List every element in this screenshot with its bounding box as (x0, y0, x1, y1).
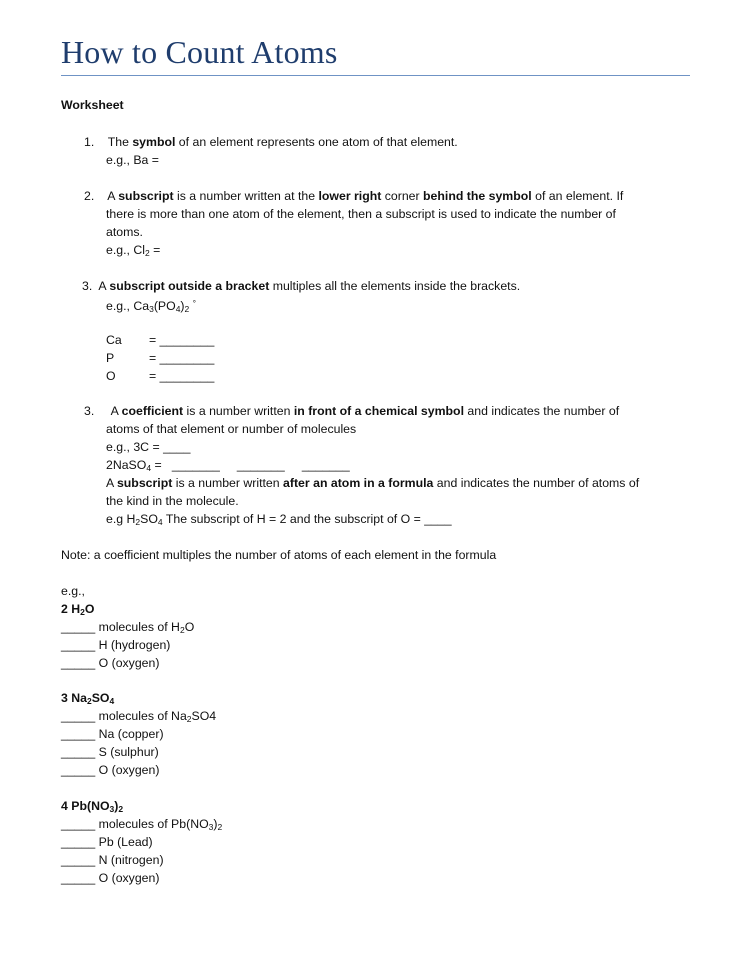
item-3a-example (106, 296, 196, 314)
item-3b-line-1 (84, 403, 619, 419)
text: e.g., Ca (106, 299, 150, 313)
subscript: 4 (157, 517, 163, 527)
text: O (184, 620, 195, 634)
text: e.g H (106, 512, 136, 526)
text: A (106, 476, 117, 490)
example-na2so4-heading (61, 690, 114, 706)
example-pbno3-line-2: _____ Pb (Lead) (61, 835, 153, 849)
text: is a number written at the (173, 189, 319, 203)
text: and indicates the number of (463, 404, 620, 418)
text: The subscript of H = 2 and the subscript of O = ____ (162, 512, 452, 526)
subscript: 2 (118, 804, 124, 814)
subscript: 2 (86, 696, 92, 706)
bold-term: subscript (116, 476, 173, 490)
subscript: 3 (149, 304, 154, 314)
example-na2so4-line-4: _____ O (oxygen) (61, 763, 160, 777)
item-3a-number: 3. (82, 279, 93, 293)
text: of an element represents one atom of that element. (175, 135, 458, 149)
item-3b-example-1: e.g., 3C = ____ (106, 440, 191, 454)
text: A (107, 189, 119, 203)
subscript: 2 (184, 304, 190, 314)
bold-term: in front of a chemical symbol (293, 404, 464, 418)
bold-term: subscript (118, 189, 174, 203)
bold-term: subscript outside a bracket (109, 279, 270, 293)
text: ) (213, 817, 218, 831)
item-3b-line-7 (106, 511, 452, 527)
bold-term: lower right (318, 189, 382, 203)
item-3a-line-1 (82, 278, 520, 294)
example-pbno3-line-1 (61, 816, 222, 832)
answer-blank: = ________ (149, 369, 215, 383)
text: A (110, 404, 122, 418)
text: A (98, 279, 110, 293)
title-divider (61, 75, 690, 76)
item-2-number: 2. (84, 189, 95, 203)
bold-term: behind the symbol (423, 189, 532, 203)
example-pbno3-line-4: _____ O (oxygen) (61, 871, 160, 885)
item-2-line-3: atoms. (106, 225, 143, 239)
subscript: 3 (109, 804, 115, 814)
subscript: 3 (208, 822, 214, 832)
item-3b-number: 3. (84, 404, 95, 418)
example-na2so4-line-1 (61, 708, 216, 724)
text: The (107, 135, 133, 149)
text: ) (180, 299, 185, 313)
text: _____ molecules of Pb(NO (61, 817, 209, 831)
answer-blank: = ________ (149, 333, 215, 347)
text: _____ molecules of H (61, 620, 180, 634)
text: 3 Na (61, 691, 87, 705)
worksheet-heading: Worksheet (61, 98, 124, 112)
example-h2o-line-2: _____ H (hydrogen) (61, 638, 171, 652)
page-title: How to Count Atoms (61, 34, 338, 70)
text: 2NaSO (106, 458, 147, 472)
subscript: 2 (217, 822, 223, 832)
item-1-example: e.g., Ba = (106, 153, 159, 167)
item-1-number: 1. (84, 135, 95, 149)
item-1-line-1 (84, 134, 458, 150)
example-pbno3-line-3: _____ N (nitrogen) (61, 853, 164, 867)
example-na2so4-line-2: _____ Na (copper) (61, 727, 164, 741)
text: of an element. If (531, 189, 624, 203)
text: ) (114, 799, 119, 813)
text: 2 H (61, 602, 81, 616)
text: = _______ _______ _______ (151, 458, 350, 472)
subscript: 4 (175, 304, 181, 314)
element-label: Ca (106, 333, 122, 347)
text: 4 Pb(NO (61, 799, 110, 813)
item-3b-line-5 (106, 475, 639, 491)
text: multiples all the elements inside the brackets. (269, 279, 521, 293)
item-2-line-1 (84, 188, 623, 204)
example-pbno3-heading (61, 798, 123, 814)
subscript: 2 (179, 625, 185, 635)
bold-term: coefficient (121, 404, 184, 418)
example-h2o-line-1 (61, 619, 194, 635)
text: = (149, 243, 161, 257)
item-3b-line-6: the kind in the molecule. (106, 494, 239, 508)
degree-mark: ° (192, 299, 196, 308)
subscript: 2 (135, 517, 141, 527)
bold-term: after an atom in a formula (283, 476, 434, 490)
text: e.g., Cl (106, 243, 145, 257)
item-2-example (106, 242, 160, 258)
item-2-line-2: there is more than one atom of the element, then a subscript is used to indicate the number of (106, 207, 616, 221)
example-h2o-heading (61, 601, 94, 617)
subscript: 2 (80, 607, 85, 617)
text: (PO (153, 299, 176, 313)
bold-term: symbol (132, 135, 176, 149)
text: is a number written (183, 404, 294, 418)
item-3b-line-2: atoms of that element or number of molecules (106, 422, 357, 436)
answer-blank: = ________ (149, 351, 215, 365)
element-label: P (106, 351, 115, 365)
text: and indicates the number of atoms of (433, 476, 640, 490)
text: SO4 (191, 709, 217, 723)
subscript: 4 (146, 463, 152, 473)
text: SO (91, 691, 110, 705)
text: corner (381, 189, 424, 203)
text: O (84, 602, 95, 616)
text: SO (140, 512, 158, 526)
element-label: O (106, 369, 116, 383)
example-h2o-line-3: _____ O (oxygen) (61, 656, 160, 670)
subscript: 4 (109, 696, 115, 706)
text: is a number written (172, 476, 284, 490)
subscript: 2 (186, 714, 192, 724)
example-na2so4-line-3: _____ S (sulphur) (61, 745, 159, 759)
subscript: 2 (144, 248, 150, 258)
item-3b-example-2 (106, 457, 350, 473)
text: _____ molecules of Na (61, 709, 187, 723)
eg-label: e.g., (61, 584, 85, 598)
note: Note: a coefficient multiples the number of atoms of each element in the formula (61, 548, 497, 562)
